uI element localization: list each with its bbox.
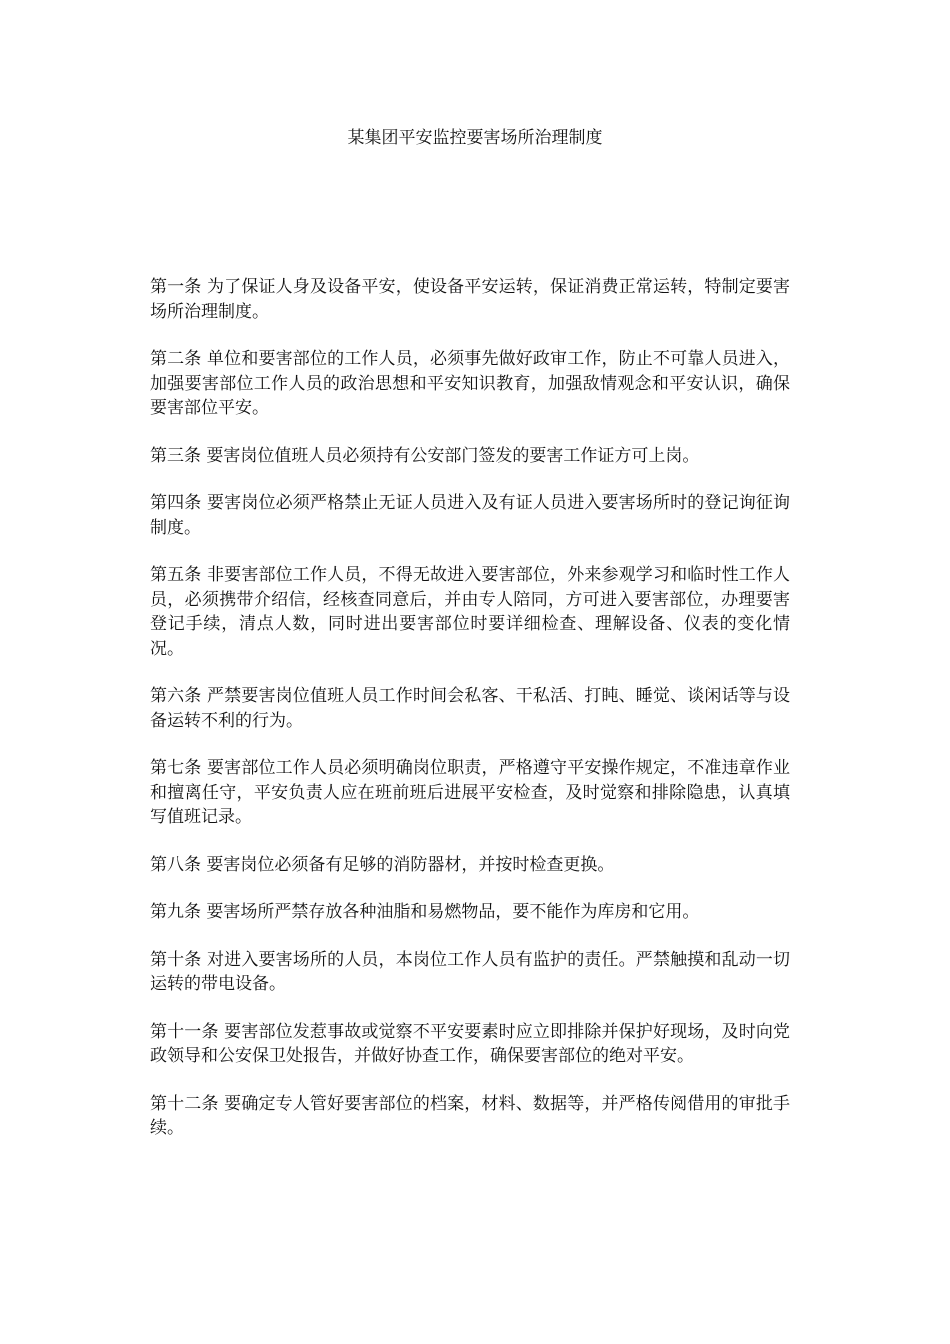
article-1 xyxy=(150,275,790,324)
article-text: 严禁要害岗位值班人员工作时间会私客、干私活、打盹、睡觉、谈闲话等与设备运转不利的行为。 xyxy=(150,686,791,731)
article-text: 要害岗位必须备有足够的消防器材，并按时检查更换。 xyxy=(206,854,615,875)
article-label: 第三条 xyxy=(150,445,201,466)
article-text: 为了保证人身及设备平安，使设备平安运转，保证消费正常运转，特制定要害场所治理制度。 xyxy=(150,277,791,322)
article-text: 单位和要害部位的工作人员，必须事先做好政审工作，防止不可靠人员进入，加强要害部位工作人员的政治思想和平安知识教育，加强敌情观念和平安认识，确保要害部位平安。 xyxy=(150,349,791,418)
article-label: 第一条 xyxy=(150,277,202,297)
article-label: 第六条 xyxy=(150,686,202,706)
article-label: 第十一条 xyxy=(150,1021,219,1042)
article-4 xyxy=(150,491,790,540)
article-label: 第十二条 xyxy=(150,1093,219,1114)
article-list xyxy=(150,275,790,1164)
article-label: 第五条 xyxy=(150,565,202,585)
article-5 xyxy=(150,563,790,661)
article-label: 第二条 xyxy=(150,349,202,369)
article-text: 非要害部位工作人员，不得无故进入要害部位，外来参观学习和临时性工作人员，必须携带介绍信，经核查同意后，并由专人陪同，方可进入要害部位，办理要害登记手续，清点人数，同时进出要害部位时要详细检查、理解设备、仪表的变化情况。 xyxy=(150,565,791,659)
article-label: 第七条 xyxy=(150,758,202,778)
article-text: 要害部位发惹事故或觉察不平安要素时应立即排除并保护好现场，及时向党政领导和公安保卫处报告，并做好协查工作，确保要害部位的绝对平安。 xyxy=(150,1021,791,1066)
article-text: 要确定专人管好要害部位的档案，材料、数据等，并严格传阅借用的审批手续。 xyxy=(150,1093,791,1138)
article-11 xyxy=(150,1020,790,1069)
article-6 xyxy=(150,684,790,733)
article-10 xyxy=(150,948,790,997)
article-3 xyxy=(150,444,790,469)
article-text: 要害部位工作人员必须明确岗位职责，严格遵守平安操作规定，不准违章作业和擅离任守，平安负责人应在班前班后进展平安检查，及时觉察和排除隐患，认真填写值班记录。 xyxy=(150,758,791,827)
article-7 xyxy=(150,756,790,830)
article-8 xyxy=(150,853,790,878)
article-text: 要害场所严禁存放各种油脂和易燃物品，要不能作为库房和它用。 xyxy=(206,902,700,922)
document-title: 某集团平安监控要害场所治理制度 xyxy=(347,128,603,148)
article-text: 对进入要害场所的人员，本岗位工作人员有监护的责任。严禁触摸和乱动一切运转的带电设备。 xyxy=(150,949,791,994)
article-label: 第四条 xyxy=(150,493,202,513)
article-2 xyxy=(150,347,790,421)
article-label: 第十条 xyxy=(150,949,202,970)
article-12 xyxy=(150,1092,790,1141)
article-text: 要害岗位必须严格禁止无证人员进入及有证人员进入要害场所时的登记询征询制度。 xyxy=(150,493,791,538)
article-9 xyxy=(150,900,790,925)
article-label: 第九条 xyxy=(150,902,201,922)
article-text: 要害岗位值班人员必须持有公安部门签发的要害工作证方可上岗。 xyxy=(206,445,700,466)
article-label: 第八条 xyxy=(150,854,201,875)
